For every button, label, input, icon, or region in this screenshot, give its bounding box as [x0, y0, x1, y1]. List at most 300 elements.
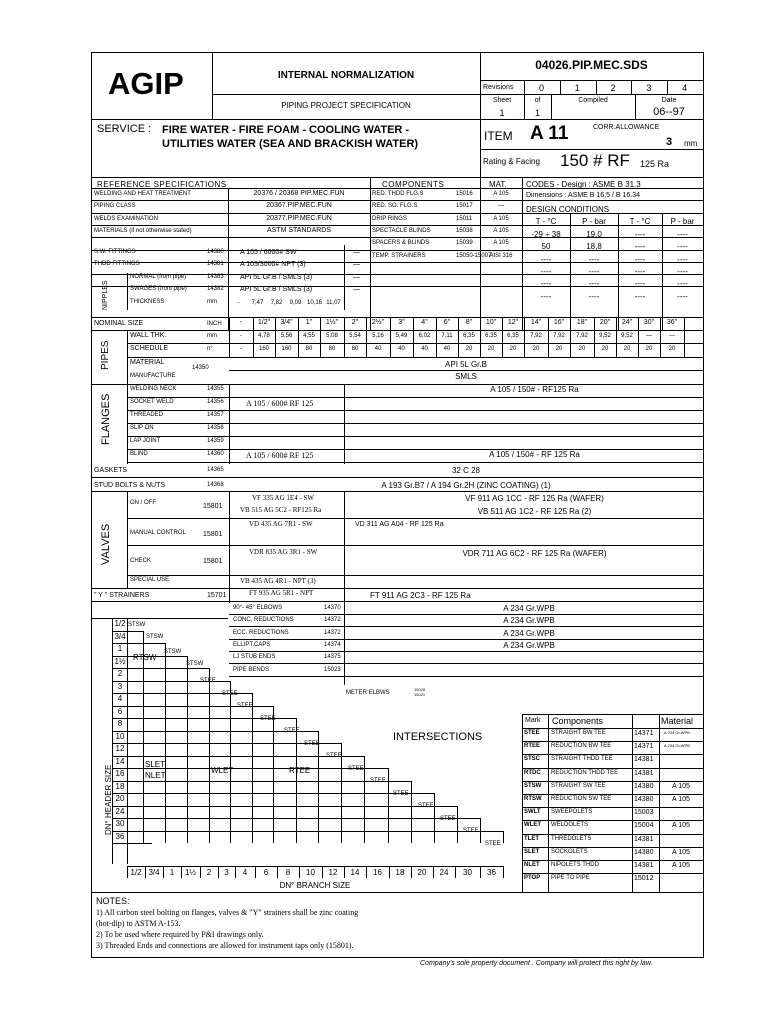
- rule: [127, 545, 703, 546]
- legend-mark: SLET: [524, 848, 540, 855]
- header-axis-label: DN° HEADER SIZE: [104, 764, 113, 835]
- rule: [187, 656, 188, 844]
- rule: [127, 518, 703, 519]
- legend-code: 14371: [634, 730, 654, 737]
- date-label: Date: [661, 97, 677, 104]
- nominal-size: 3/4": [280, 319, 293, 326]
- rule: [522, 794, 703, 795]
- nominal-size: 20": [599, 319, 611, 326]
- schedule-value: 20: [668, 346, 676, 352]
- legend-material: A 234 Gr.WPB: [664, 730, 690, 735]
- stee-label: STEE: [485, 840, 501, 847]
- service-line2: UTILITIES WATER (SEA AND BRACKISH WATER): [162, 138, 419, 150]
- component-code: 15016: [456, 191, 473, 197]
- stee-label: STEE: [222, 690, 238, 697]
- fitting-code: 14381: [207, 261, 224, 268]
- schedule-value: 20: [487, 346, 495, 352]
- legend-mark: STSW: [524, 782, 542, 789]
- nominal-size: 10": [485, 319, 497, 326]
- rule: [127, 273, 128, 310]
- nominal-size: 3": [398, 319, 405, 326]
- header-size: 16: [115, 769, 125, 778]
- wall-thk-value: 4,78: [258, 333, 270, 339]
- rule: [127, 866, 503, 867]
- valve-onoff-code: 15801: [203, 503, 223, 510]
- valve-special-small: VB 435 AG 4R1 - NPT (3): [240, 577, 316, 585]
- stsw-label: STSW: [146, 634, 164, 640]
- stee-label: STEE: [304, 740, 320, 747]
- nipple-label: SWAGES (from pipe): [130, 286, 187, 293]
- nominal-size: 2½": [371, 319, 385, 326]
- design-value: ----: [677, 279, 688, 289]
- design-col-header: T - °C: [535, 217, 557, 226]
- studs-value: A 193 Gr.B7 / A 194 Gr.2H (ZINC COATING) (1): [381, 481, 551, 490]
- thickness-value: -: [237, 299, 240, 306]
- design-conditions-title: DESIGN CONDITIONS: [526, 205, 610, 214]
- valve-manual-code: 15801: [203, 531, 223, 538]
- nominal-size: 2": [351, 319, 359, 326]
- rule: [522, 754, 703, 755]
- nominal-size-unit: INCH: [207, 321, 222, 327]
- valve-onoff-large1: VF 911 AG 1CC - RF 125 Ra (WAFER): [465, 494, 604, 503]
- schedule-unit: n°: [207, 346, 213, 352]
- nipple-value: API 5L Gr.B / SMLS (3): [240, 286, 313, 294]
- rule: [296, 718, 297, 843]
- flange-code: 14360: [207, 451, 224, 457]
- schedule-value: 80: [305, 346, 313, 352]
- intersections-title: INTERSECTIONS: [393, 731, 483, 743]
- legend-component: REDUCTION SW TEE: [551, 796, 612, 802]
- stee-label: STEE: [284, 728, 300, 734]
- legend-component: WELDOLETS: [551, 822, 589, 829]
- rating-ra: 125 Ra: [640, 159, 670, 169]
- revisions-label: Revisions: [483, 84, 514, 91]
- butt-code: 14370: [324, 605, 341, 611]
- header-size: 20: [115, 794, 125, 803]
- wall-thk-value: 7,92: [530, 333, 542, 339]
- manufacture-value: SMLS: [455, 372, 477, 381]
- design-value: 19,0: [586, 230, 602, 239]
- service-label: SERVICE :: [97, 123, 152, 135]
- wall-thk-value: 5,56: [280, 333, 293, 339]
- branch-size: 24: [439, 868, 449, 877]
- rule: [229, 384, 230, 464]
- rule: [277, 866, 278, 878]
- branch-axis-label: DN° BRANCH SIZE: [279, 881, 351, 890]
- rule: [522, 714, 703, 715]
- nipple-label: NORMAL (from pipe): [130, 274, 187, 280]
- rule: [344, 491, 345, 603]
- footer-text: Company's sole property document . Company will protect this right by law.: [420, 960, 653, 967]
- rule: [522, 860, 703, 861]
- item-value: A 11: [530, 123, 569, 144]
- note-item: 3) Threaded Ends and connections are allowed for instrument taps only (15801).: [96, 941, 354, 950]
- component-name: RED. SO. FLG.S: [372, 203, 418, 210]
- butt-code: 14374: [324, 641, 341, 648]
- legend-component: PIPE TO PIPE: [551, 875, 590, 882]
- butt-label: CONC. REDUCTIONS: [233, 617, 294, 624]
- schedule-value: -: [240, 346, 242, 352]
- schedule-value: 20: [601, 346, 609, 352]
- rule: [112, 806, 457, 807]
- component-name: DRIP RINGS: [372, 215, 407, 222]
- item-label: ITEM: [484, 129, 513, 143]
- legend-component: SWEEPOLETS: [551, 809, 593, 816]
- component-material: A 105: [493, 227, 509, 234]
- fitting-label: THDD FITTINGS: [94, 261, 140, 268]
- butt-value: A 234 Gr.WPB: [503, 616, 555, 626]
- refspec-title: REFERENCE SPECIFICATIONS: [97, 180, 227, 189]
- component-material: A 105: [493, 240, 509, 247]
- flange-label: SOCKET WELD: [130, 399, 174, 405]
- rating-value: 150 # RF: [560, 151, 630, 170]
- rule: [218, 866, 219, 878]
- butt-value: A 234 Gr.WPB: [503, 628, 555, 638]
- nlet-label: NLET: [145, 771, 166, 780]
- valves-label: VALVES: [100, 523, 112, 565]
- legend-mark: TLET: [524, 835, 539, 842]
- nominal-size: 1½": [325, 319, 339, 326]
- valve-manual-large: VD 311 AG A04 - RF 125 Ra: [355, 521, 444, 528]
- nipple-value: API 5L Gr.B / SMLS (3): [240, 274, 313, 281]
- service-line1: FIRE WATER - FIRE FOAM - COOLING WATER -: [162, 124, 410, 136]
- rule: [560, 80, 561, 94]
- rule: [92, 491, 703, 492]
- revision-number: 3: [646, 83, 652, 93]
- design-col-header: P - bar: [670, 217, 695, 226]
- rule: [127, 357, 703, 358]
- rule: [229, 663, 703, 664]
- stee-label: STEE: [440, 815, 456, 822]
- rule: [522, 781, 703, 782]
- nipple-dash: —: [353, 274, 360, 281]
- wall-thk-value: 9,52: [621, 333, 633, 339]
- legend-code: 15004: [634, 822, 654, 830]
- design-value: ----: [634, 230, 646, 239]
- studs-label: STUD BOLTS & NUTS: [94, 482, 166, 489]
- stee-label: STEE: [326, 753, 342, 759]
- design-value: ----: [677, 254, 688, 264]
- legend-mark: PTOP: [524, 875, 541, 882]
- refspec-value: 20367.PIP.MEC.FUN: [266, 202, 332, 210]
- wall-thk-value: —: [669, 333, 675, 339]
- thickness-value: 11,07: [326, 299, 341, 306]
- nipple-code: 14382: [207, 286, 224, 293]
- design-value: ----: [588, 254, 600, 264]
- rule: [127, 462, 703, 463]
- header-size: 4: [117, 694, 123, 703]
- rule: [92, 330, 703, 331]
- branch-size: 36: [487, 868, 496, 877]
- gaskets-code: 14365: [207, 467, 224, 473]
- flange-code: 14359: [207, 438, 224, 444]
- rule: [299, 866, 300, 878]
- strainers-code: 15701: [207, 592, 227, 599]
- legend-material: A 105: [672, 796, 690, 803]
- rule: [344, 245, 345, 310]
- rule: [480, 866, 481, 878]
- stee-label: STEE: [418, 803, 434, 809]
- doc-number: 04026.PIP.MEC.SDS: [535, 58, 648, 72]
- nipples-label: NIPPLES: [102, 280, 109, 310]
- header-size: 18: [115, 781, 125, 791]
- flange-label: WELDING NECK: [130, 386, 177, 392]
- mat-title: MAT.: [489, 180, 507, 189]
- stee-label: STEE: [237, 703, 253, 709]
- butt-code: 14375: [324, 654, 341, 661]
- rule: [370, 177, 371, 330]
- rule: [503, 831, 504, 844]
- wall-thk-value: -: [240, 333, 242, 339]
- nipple-dash: —: [353, 286, 360, 294]
- corr-allowance-label: CORR.ALLOWANCE: [593, 124, 660, 131]
- nominal-size: 1/2": [257, 319, 271, 326]
- rule: [522, 834, 703, 835]
- rule: [92, 213, 703, 214]
- design-value: ----: [540, 291, 552, 301]
- wall-thk-value: 5,08: [326, 333, 338, 339]
- refspec-label: MATERIALS (if not otherwise stated): [94, 227, 192, 234]
- meter-elbows-label: METER ELBWS: [346, 690, 390, 696]
- nominal-size: 16": [553, 319, 565, 326]
- notes-title: NOTES:: [96, 896, 130, 906]
- rule: [127, 343, 703, 344]
- revision-number: 1: [574, 83, 580, 93]
- header-size: 30: [115, 819, 125, 828]
- component-name: SPECTACLE BLINDS: [372, 227, 431, 234]
- rule: [228, 188, 229, 330]
- rule: [127, 866, 128, 878]
- rule: [143, 631, 144, 844]
- component-code: 15011: [456, 215, 473, 222]
- wall-thk-value: 7,11: [441, 333, 453, 339]
- rule: [389, 866, 390, 878]
- legend-mark: RTEE: [524, 743, 541, 750]
- wall-thk-value: 7,92: [576, 333, 588, 339]
- rule: [127, 575, 703, 576]
- rule: [112, 843, 152, 844]
- butt-code: 14372: [324, 617, 341, 624]
- design-col-header: P - bar: [582, 217, 606, 226]
- branch-size: 18: [395, 868, 405, 877]
- component-material: A 105: [493, 191, 509, 197]
- branch-size: 4: [242, 868, 248, 877]
- rule: [364, 756, 365, 844]
- rule: [273, 706, 274, 844]
- design-value: ----: [634, 291, 646, 301]
- legend-code: 15012: [634, 875, 654, 883]
- fitting-dash: —: [353, 261, 360, 269]
- valve-check-small: VDR 835 AG 3R1 - SW: [249, 548, 318, 556]
- schedule-value: 40: [421, 346, 428, 352]
- header-size: 3: [117, 681, 123, 691]
- wall-thk-value: 4,55: [303, 333, 315, 339]
- legend-code: 14371: [634, 743, 654, 751]
- flange-small: A 105 / 600# RF 125: [246, 399, 314, 408]
- design-value: 50: [541, 242, 551, 252]
- note-item: (hot-dip) to ASTM A-153.: [96, 919, 181, 928]
- wall-thk-value: —: [646, 333, 652, 339]
- thickness-value: 7,82: [270, 299, 283, 306]
- rule: [344, 384, 345, 464]
- rule: [457, 806, 458, 844]
- flange-small: A 105 / 600# RF 125: [246, 451, 314, 460]
- legend-code: 14380: [634, 848, 654, 856]
- rule: [434, 793, 435, 843]
- branch-size: 8: [285, 868, 291, 877]
- rule: [411, 866, 412, 878]
- branch-size: 20: [417, 868, 427, 877]
- rule: [209, 668, 210, 843]
- rule: [92, 588, 703, 589]
- strainers-label: " Y " STRAINERS: [94, 592, 150, 599]
- nominal-size: 24": [621, 319, 633, 326]
- nominal-size: 1": [305, 319, 313, 326]
- wall-thk-value: 6,35: [463, 333, 475, 339]
- schedule-value: 80: [328, 346, 336, 352]
- refspec-label: PIPING CLASS: [94, 203, 136, 210]
- rule: [344, 866, 345, 878]
- rule: [92, 892, 703, 893]
- rule: [667, 80, 668, 94]
- design-value: ----: [540, 266, 552, 276]
- wall-thk-value: 5,54: [349, 333, 361, 339]
- legend-component: STRAIGHT BW TEE: [551, 730, 606, 736]
- thickness-value: 10,16: [306, 299, 322, 306]
- rule: [344, 601, 345, 685]
- legend-code: 14381: [634, 756, 654, 764]
- of-label: of: [534, 97, 541, 104]
- stsw-label: STSW: [186, 661, 204, 667]
- branch-size: 12: [328, 868, 338, 877]
- of-value: 1: [534, 108, 540, 118]
- component-name: TEMP. STRAINERS: [372, 252, 426, 259]
- schedule-value: 20: [555, 346, 563, 352]
- butt-label: PIPE BENDS: [233, 666, 270, 673]
- component-code: 15050-15007: [456, 252, 492, 259]
- legend-material: A 105: [672, 848, 690, 856]
- flange-code: 14356: [207, 399, 224, 405]
- rating-label: Rating & Facing: [483, 157, 540, 166]
- design-value: ----: [634, 242, 646, 252]
- rule: [322, 866, 323, 878]
- schedule-value: 20: [509, 346, 517, 352]
- codes-design: CODES - Design : ASME B 31.3: [526, 180, 641, 189]
- design-value: ----: [588, 279, 600, 289]
- refspec-value: 20377.PIP.MEC.FUN: [266, 214, 332, 222]
- schedule-value: 40: [443, 346, 451, 352]
- slet-label: SLET: [145, 760, 166, 769]
- rule: [230, 681, 231, 844]
- gaskets-label: GASKETS: [94, 467, 128, 474]
- design-value: ----: [634, 266, 646, 276]
- material-value: API 5L Gr.B: [445, 360, 487, 369]
- flange-code: 14358: [207, 425, 224, 431]
- rule: [455, 866, 456, 878]
- rule: [112, 781, 411, 782]
- nominal-size: -: [239, 319, 243, 326]
- schedule-value: 20: [465, 346, 473, 352]
- rule: [127, 436, 703, 437]
- rule: [92, 317, 703, 318]
- refspec-label: WELDING AND HEAT TREATMENT: [94, 191, 191, 197]
- header-size: 8: [117, 719, 123, 728]
- header-size: 1/2: [114, 619, 126, 628]
- schedule-value: 160: [258, 346, 269, 352]
- corr-allowance-unit: mm: [684, 139, 698, 148]
- flange-label: BLIND: [130, 451, 148, 457]
- legend-material: A 105: [672, 822, 690, 830]
- strainers-small: FT 935 AG 5R1 - NPT: [249, 589, 314, 597]
- flange-code: 14357: [207, 412, 224, 418]
- doc-title: INTERNAL NORMALIZATION: [277, 70, 415, 81]
- wlet-label: WLET: [211, 766, 234, 775]
- manufacture-label: MANUFACTURE: [130, 373, 176, 379]
- branch-size: 14: [350, 868, 360, 877]
- rule: [522, 177, 523, 330]
- legend-mark: NLET: [524, 862, 540, 868]
- rule: [503, 866, 504, 878]
- revision-number: 4: [682, 83, 688, 93]
- rule: [229, 370, 703, 371]
- rule: [229, 614, 703, 615]
- legend-code: 14381: [634, 835, 654, 843]
- rule: [522, 873, 703, 874]
- design-value: ----: [540, 279, 552, 289]
- rule: [92, 601, 703, 602]
- fitting-dash: —: [353, 249, 360, 256]
- design-value: -29 ÷ 38: [531, 230, 561, 239]
- schedule-label: SCHEDULE: [130, 345, 169, 352]
- component-material: A 105: [493, 215, 509, 222]
- header-size: 36: [115, 831, 125, 841]
- design-value: ----: [677, 230, 688, 239]
- legend-material: A 105: [672, 782, 690, 790]
- rule: [596, 80, 597, 94]
- design-value: ----: [588, 266, 600, 276]
- rule: [388, 768, 389, 843]
- wall-thk-value: 7,92: [553, 333, 565, 339]
- strainers-large: FT 911 AG 2C3 - RF 125 Ra: [370, 591, 471, 600]
- company-logo: AGIP: [108, 66, 184, 101]
- schedule-value: 40: [398, 346, 405, 352]
- butt-code: 15023: [324, 666, 341, 673]
- rule: [229, 639, 703, 640]
- component-code: 15039: [456, 240, 473, 247]
- rule: [522, 728, 703, 729]
- legend-code: 14380: [634, 796, 654, 803]
- schedule-value: 80: [351, 346, 359, 352]
- valve-manual-label: MANUAL CONTROL: [130, 530, 186, 536]
- nominal-size: 14": [530, 319, 542, 326]
- legend-material: A 234 Gr.WPB: [664, 743, 690, 749]
- nipple-label: THICKNESS: [130, 298, 165, 305]
- valve-onoff-label: ON / OFF: [130, 500, 156, 506]
- legend-mark: STSC: [524, 756, 541, 763]
- flange-code: 14355: [207, 386, 224, 392]
- header-size: 1: [117, 644, 123, 653]
- nominal-size: 8": [465, 319, 473, 326]
- valve-onoff-small2: VB 515 AG 5C2 - RF125 Ra: [240, 506, 322, 514]
- sheet-value: 1: [499, 108, 505, 118]
- rule: [200, 866, 201, 878]
- design-value: ----: [634, 254, 646, 264]
- compiled-label: Compiled: [578, 97, 608, 104]
- header-size: 24: [115, 806, 125, 816]
- rule: [229, 491, 230, 603]
- nominal-size-label: NOMINAL SIZE: [94, 320, 144, 327]
- design-value: ----: [540, 254, 552, 264]
